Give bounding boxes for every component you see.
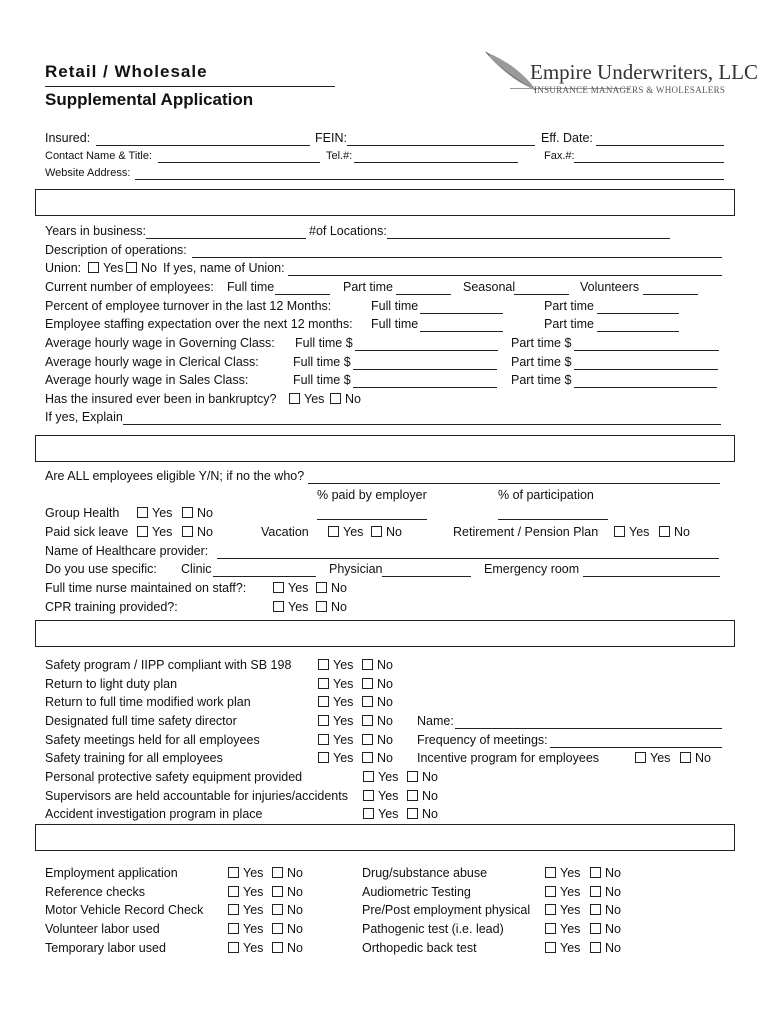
- safety-director-no-checkbox[interactable]: No: [362, 714, 393, 728]
- incentive-yes-checkbox[interactable]: Yes: [635, 751, 670, 765]
- healthcare-provider-field[interactable]: [217, 558, 719, 559]
- retirement-label: Retirement / Pension Plan: [453, 525, 599, 539]
- checkbox-icon: [363, 790, 374, 801]
- fein-field[interactable]: [347, 145, 535, 146]
- modified-work-label: Return to full time modified work plan: [45, 695, 251, 709]
- hiring-right-label: Pre/Post employment physical: [362, 903, 531, 917]
- checkbox-icon: [680, 752, 691, 763]
- eff-date-label: Eff. Date:: [541, 131, 593, 145]
- hiring-right-no-checkbox[interactable]: No: [590, 866, 621, 880]
- hiring-left-yes-checkbox[interactable]: Yes: [228, 941, 263, 955]
- company-tagline: INSURANCE MANAGERS & WHOLESALERS: [534, 85, 726, 95]
- checkbox-icon: [316, 582, 327, 593]
- title-line-1: Retail / Wholesale: [45, 62, 208, 81]
- turnover-part-time-label: Part time: [544, 299, 595, 313]
- bankruptcy-no-checkbox[interactable]: No: [330, 392, 361, 406]
- pct-participation-header: % of participation: [498, 488, 594, 502]
- explain-label: If yes, Explain: [45, 410, 123, 424]
- pct-paid-header: % paid by employer: [317, 488, 427, 502]
- union-yes-checkbox[interactable]: Yes: [88, 261, 123, 275]
- contact-field[interactable]: [158, 162, 320, 163]
- tel-field[interactable]: [354, 162, 518, 163]
- checkbox-icon: [273, 582, 284, 593]
- clinic-field[interactable]: [213, 576, 316, 577]
- hiring-left-no-checkbox[interactable]: No: [272, 922, 303, 936]
- checkbox-icon: [590, 942, 601, 953]
- checkbox-icon: [318, 678, 329, 689]
- checkbox-icon: [318, 715, 329, 726]
- hiring-right-label: Audiometric Testing: [362, 885, 471, 899]
- checkbox-icon: [272, 867, 283, 878]
- checkbox-icon: [545, 867, 556, 878]
- wage-governing-full-label: Full time $: [295, 336, 353, 350]
- section-divider-box: [35, 824, 735, 851]
- staffing-part-time-label: Part time: [544, 317, 595, 331]
- checkbox-icon: [289, 393, 300, 404]
- checkbox-icon: [228, 923, 239, 934]
- checkbox-icon: [126, 262, 137, 273]
- supervisors-no-checkbox[interactable]: No: [407, 789, 438, 803]
- checkbox-icon: [590, 867, 601, 878]
- ce-seasonal-field[interactable]: [514, 294, 569, 295]
- checkbox-icon: [272, 886, 283, 897]
- explain-field[interactable]: [123, 424, 721, 425]
- turnover-part-time-field[interactable]: [597, 313, 679, 314]
- hiring-left-no-checkbox[interactable]: No: [272, 866, 303, 880]
- locations-field[interactable]: [387, 238, 670, 239]
- safety-meetings-no-checkbox[interactable]: No: [362, 733, 393, 747]
- checkbox-icon: [590, 886, 601, 897]
- hiring-right-no-checkbox[interactable]: No: [590, 922, 621, 936]
- wage-sales-part-field[interactable]: [574, 387, 717, 388]
- checkbox-icon: [182, 507, 193, 518]
- light-duty-label: Return to light duty plan: [45, 677, 178, 691]
- frequency-field[interactable]: [550, 747, 722, 748]
- checkbox-icon: [137, 507, 148, 518]
- retirement-no-checkbox[interactable]: No: [659, 525, 690, 539]
- supervisors-label: Supervisors are held accountable for injuries/accidents: [45, 789, 348, 803]
- hiring-right-yes-checkbox[interactable]: Yes: [545, 885, 580, 899]
- wage-governing-part-label: Part time $: [511, 336, 572, 350]
- hiring-right-label: Orthopedic back test: [362, 941, 477, 955]
- tel-label: Tel.#:: [326, 150, 353, 162]
- staffing-full-time-label: Full time: [371, 317, 419, 331]
- hiring-left-yes-checkbox[interactable]: Yes: [228, 885, 263, 899]
- checkbox-icon: [407, 771, 418, 782]
- checkbox-icon: [228, 942, 239, 953]
- checkbox-icon: [318, 659, 329, 670]
- checkbox-icon: [545, 886, 556, 897]
- section-divider-box: [35, 435, 735, 462]
- company-name: Empire Underwriters, LLC: [530, 60, 759, 84]
- director-name-label: Name:: [417, 714, 454, 728]
- vacation-label: Vacation: [261, 525, 309, 539]
- hiring-right-label: Pathogenic test (i.e. lead): [362, 922, 504, 936]
- wage-governing-part-field[interactable]: [574, 350, 719, 351]
- hiring-right-no-checkbox[interactable]: No: [590, 903, 621, 917]
- pct-participation-field[interactable]: [498, 519, 608, 520]
- hiring-left-yes-checkbox[interactable]: Yes: [228, 866, 263, 880]
- section-divider-box: [35, 620, 735, 647]
- checkbox-icon: [590, 904, 601, 915]
- group-health-yes-checkbox[interactable]: Yes: [137, 506, 172, 520]
- wage-clerical-full-field[interactable]: [353, 369, 497, 370]
- eff-date-field[interactable]: [596, 145, 724, 146]
- group-health-no-checkbox[interactable]: No: [182, 506, 213, 520]
- fein-label: FEIN:: [315, 131, 347, 145]
- ce-full-time-label: Full time: [227, 280, 275, 294]
- union-no-checkbox[interactable]: No: [126, 261, 157, 275]
- clinic-label: Clinic: [181, 562, 212, 576]
- nurse-yes-checkbox[interactable]: Yes: [273, 581, 308, 595]
- hiring-right-yes-checkbox[interactable]: Yes: [545, 941, 580, 955]
- contact-label: Contact Name & Title:: [45, 150, 152, 162]
- section-divider-box: [35, 189, 735, 216]
- safety-meetings-label: Safety meetings held for all employees: [45, 733, 260, 747]
- turnover-label: Percent of employee turnover in the last 12 Months:: [45, 299, 332, 313]
- hiring-right-yes-checkbox[interactable]: Yes: [545, 922, 580, 936]
- paid-sick-no-checkbox[interactable]: No: [182, 525, 213, 539]
- fax-field[interactable]: [574, 162, 724, 163]
- safety-program-yes-checkbox[interactable]: Yes: [318, 658, 353, 672]
- safety-director-label: Designated full time safety director: [45, 714, 237, 728]
- current-employees-label: Current number of employees:: [45, 280, 214, 294]
- wage-governing-label: Average hourly wage in Governing Class:: [45, 336, 275, 350]
- supervisors-yes-checkbox[interactable]: Yes: [363, 789, 398, 803]
- hiring-left-label: Volunteer labor used: [45, 922, 160, 936]
- years-label: Years in business:: [45, 224, 146, 238]
- emergency-room-label: Emergency room: [484, 562, 580, 576]
- description-label: Description of operations:: [45, 243, 187, 257]
- safety-meetings-yes-checkbox[interactable]: Yes: [318, 733, 353, 747]
- paid-sick-label: Paid sick leave: [45, 525, 129, 539]
- checkbox-icon: [316, 601, 327, 612]
- bankruptcy-yes-checkbox[interactable]: Yes: [289, 392, 324, 406]
- safety-program-no-checkbox[interactable]: No: [362, 658, 393, 672]
- title-underline: [45, 86, 335, 87]
- page-title: Supplemental Application: [45, 90, 254, 109]
- staffing-full-time-field[interactable]: [420, 331, 503, 332]
- insured-field[interactable]: [96, 145, 310, 146]
- checkbox-icon: [362, 715, 373, 726]
- checkbox-icon: [272, 942, 283, 953]
- vacation-no-checkbox[interactable]: No: [371, 525, 402, 539]
- checkbox-icon: [137, 526, 148, 537]
- light-duty-no-checkbox[interactable]: No: [362, 677, 393, 691]
- checkbox-icon: [635, 752, 646, 763]
- checkbox-icon: [407, 808, 418, 819]
- locations-label: #of Locations:: [309, 224, 387, 238]
- modified-work-yes-checkbox[interactable]: Yes: [318, 695, 353, 709]
- years-field[interactable]: [146, 238, 306, 239]
- hiring-left-no-checkbox[interactable]: No: [272, 885, 303, 899]
- healthcare-provider-label: Name of Healthcare provider:: [45, 544, 209, 558]
- incentive-label: Incentive program for employees: [417, 751, 600, 765]
- safety-training-yes-checkbox[interactable]: Yes: [318, 751, 353, 765]
- checkbox-icon: [614, 526, 625, 537]
- checkbox-icon: [88, 262, 99, 273]
- checkbox-icon: [328, 526, 339, 537]
- do-you-use-label: Do you use specific:: [45, 562, 157, 576]
- bankruptcy-label: Has the insured ever been in bankruptcy?: [45, 392, 277, 406]
- modified-work-no-checkbox[interactable]: No: [362, 695, 393, 709]
- safety-training-label: Safety training for all employees: [45, 751, 223, 765]
- ppe-label: Personal protective safety equipment provided: [45, 770, 303, 784]
- ce-full-time-field[interactable]: [275, 294, 330, 295]
- checkbox-icon: [590, 923, 601, 934]
- staffing-part-time-field[interactable]: [597, 331, 679, 332]
- website-label: Website Address:: [45, 167, 131, 179]
- checkbox-icon: [659, 526, 670, 537]
- checkbox-icon: [318, 752, 329, 763]
- hiring-left-label: Motor Vehicle Record Check: [45, 903, 204, 917]
- union-name-label: If yes, name of Union:: [163, 261, 285, 275]
- wage-sales-full-field[interactable]: [353, 387, 497, 388]
- checkbox-icon: [363, 771, 374, 782]
- retirement-yes-checkbox[interactable]: Yes: [614, 525, 649, 539]
- ce-part-time-field[interactable]: [396, 294, 451, 295]
- checkbox-icon: [318, 734, 329, 745]
- hiring-left-label: Reference checks: [45, 885, 146, 899]
- cpr-yes-checkbox[interactable]: Yes: [273, 600, 308, 614]
- checkbox-icon: [362, 752, 373, 763]
- wage-clerical-full-label: Full time $: [293, 355, 351, 369]
- investigation-yes-checkbox[interactable]: Yes: [363, 807, 398, 821]
- physician-field[interactable]: [382, 576, 471, 577]
- safety-training-no-checkbox[interactable]: No: [362, 751, 393, 765]
- checkbox-icon: [362, 734, 373, 745]
- emergency-room-field[interactable]: [583, 576, 720, 577]
- hiring-right-yes-checkbox[interactable]: Yes: [545, 866, 580, 880]
- hiring-left-yes-checkbox[interactable]: Yes: [228, 903, 263, 917]
- wage-clerical-part-field[interactable]: [574, 369, 718, 370]
- hiring-right-no-checkbox[interactable]: No: [590, 941, 621, 955]
- checkbox-icon: [318, 696, 329, 707]
- investigation-no-checkbox[interactable]: No: [407, 807, 438, 821]
- investigation-label: Accident investigation program in place: [45, 807, 263, 821]
- checkbox-icon: [545, 942, 556, 953]
- checkbox-icon: [371, 526, 382, 537]
- union-label: Union:: [45, 261, 82, 275]
- turnover-full-time-field[interactable]: [420, 313, 503, 314]
- checkbox-icon: [272, 904, 283, 915]
- checkbox-icon: [363, 808, 374, 819]
- vacation-yes-checkbox[interactable]: Yes: [328, 525, 363, 539]
- hiring-left-no-checkbox[interactable]: No: [272, 941, 303, 955]
- hiring-left-label: Temporary labor used: [45, 941, 166, 955]
- checkbox-icon: [545, 904, 556, 915]
- hiring-right-label: Drug/substance abuse: [362, 866, 488, 880]
- eligible-field[interactable]: [308, 483, 720, 484]
- checkbox-icon: [272, 923, 283, 934]
- turnover-full-time-label: Full time: [371, 299, 419, 313]
- checkbox-icon: [330, 393, 341, 404]
- paid-sick-yes-checkbox[interactable]: Yes: [137, 525, 172, 539]
- description-field[interactable]: [192, 257, 722, 258]
- insured-label: Insured:: [45, 131, 91, 145]
- checkbox-icon: [273, 601, 284, 612]
- ppe-no-checkbox[interactable]: No: [407, 770, 438, 784]
- wage-sales-full-label: Full time $: [293, 373, 351, 387]
- ce-part-time-label: Part time: [343, 280, 394, 294]
- hiring-left-label: Employment application: [45, 866, 178, 880]
- checkbox-icon: [228, 904, 239, 915]
- checkbox-icon: [407, 790, 418, 801]
- wage-sales-part-label: Part time $: [511, 373, 572, 387]
- ce-seasonal-label: Seasonal: [463, 280, 516, 294]
- wage-clerical-label: Average hourly wage in Clerical Class:: [45, 355, 259, 369]
- director-name-field[interactable]: [455, 728, 722, 729]
- hiring-left-yes-checkbox[interactable]: Yes: [228, 922, 263, 936]
- safety-program-label: Safety program / IIPP compliant with SB 198: [45, 658, 292, 672]
- hiring-right-yes-checkbox[interactable]: Yes: [545, 903, 580, 917]
- wage-clerical-part-label: Part time $: [511, 355, 572, 369]
- checkbox-icon: [362, 659, 373, 670]
- nurse-no-checkbox[interactable]: No: [316, 581, 347, 595]
- incentive-no-checkbox[interactable]: No: [680, 751, 711, 765]
- checkbox-icon: [362, 678, 373, 689]
- wage-sales-label: Average hourly wage in Sales Class:: [45, 373, 249, 387]
- frequency-label: Frequency of meetings:: [417, 733, 548, 747]
- checkbox-icon: [545, 923, 556, 934]
- checkbox-icon: [228, 867, 239, 878]
- hiring-left-no-checkbox[interactable]: No: [272, 903, 303, 917]
- hiring-right-no-checkbox[interactable]: No: [590, 885, 621, 899]
- light-duty-yes-checkbox[interactable]: Yes: [318, 677, 353, 691]
- union-name-field[interactable]: [288, 275, 722, 276]
- checkbox-icon: [228, 886, 239, 897]
- ce-volunteers-field[interactable]: [643, 294, 698, 295]
- cpr-label: CPR training provided?:: [45, 600, 178, 614]
- ppe-yes-checkbox[interactable]: Yes: [363, 770, 398, 784]
- nurse-label: Full time nurse maintained on staff?:: [45, 581, 247, 595]
- wage-governing-full-field[interactable]: [355, 350, 498, 351]
- fax-label: Fax.#:: [544, 150, 575, 162]
- eligible-label: Are ALL employees eligible Y/N; if no the who?: [45, 469, 305, 483]
- group-health-label: Group Health: [45, 506, 120, 520]
- checkbox-icon: [362, 696, 373, 707]
- checkbox-icon: [182, 526, 193, 537]
- physician-label: Physician: [329, 562, 383, 576]
- ce-volunteers-label: Volunteers: [580, 280, 640, 294]
- cpr-no-checkbox[interactable]: No: [316, 600, 347, 614]
- pct-paid-field[interactable]: [317, 519, 427, 520]
- safety-director-yes-checkbox[interactable]: Yes: [318, 714, 353, 728]
- staffing-label: Employee staffing expectation over the next 12 months:: [45, 317, 353, 331]
- website-field[interactable]: [135, 179, 724, 180]
